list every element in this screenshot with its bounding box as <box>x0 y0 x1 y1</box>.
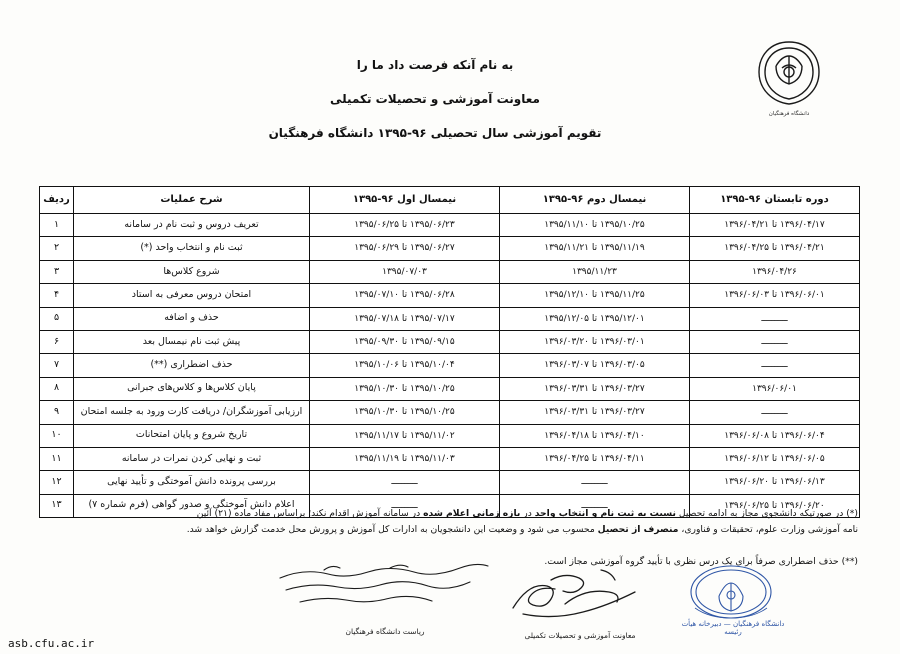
title-block <box>168 58 702 140</box>
footnote-one <box>48 506 858 538</box>
seal-icon <box>675 562 795 628</box>
cell-first-term: ۱۳۹۵/۱۰/۲۵ تا ۱۳۹۵/۱۰/۳۰ <box>310 377 500 400</box>
signature-right-caption: ریاست دانشگاه فرهنگیان <box>345 627 425 636</box>
signature-academic-vice-president <box>505 564 655 640</box>
cell-second-term: ۱۳۹۶/۰۳/۰۵ تا ۱۳۹۶/۰۳/۰۷ <box>500 354 690 377</box>
cell-second-term: ــــــــــ <box>500 471 690 494</box>
university-logo <box>746 38 832 124</box>
table-row <box>40 471 860 494</box>
cell-summer-term: ۱۳۹۶/۰۴/۲۱ تا ۱۳۹۶/۰۴/۲۵ <box>690 237 860 260</box>
seal-caption: دانشگاه فرهنگیان — دبیرخانه هیأت رئیسه <box>681 620 785 636</box>
cell-first-term: ۱۳۹۵/۱۱/۰۳ تا ۱۳۹۵/۱۱/۱۹ <box>310 447 500 470</box>
table-row <box>40 424 860 447</box>
academic-calendar-table <box>39 186 860 518</box>
page-title: تقویم آموزشی سال تحصیلی ۹۶-۱۳۹۵ دانشگاه فرهنگیان <box>268 126 602 140</box>
cell-rank: ۴ <box>40 284 74 307</box>
cell-rank: ۳ <box>40 260 74 283</box>
table-row <box>40 214 860 237</box>
cell-rank: ۵ <box>40 307 74 330</box>
table-header-row <box>40 187 860 214</box>
table-row <box>40 354 860 377</box>
footer-url: asb.cfu.ac.ir <box>8 637 95 650</box>
footnote1-line2-bold: منصرف از تحصیل <box>597 524 679 536</box>
table-row <box>40 401 860 424</box>
cell-second-term: ــــــــــ <box>500 494 690 517</box>
cell-second-term: ۱۳۹۶/۰۴/۱۱ تا ۱۳۹۶/۰۴/۲۵ <box>500 447 690 470</box>
cell-description: ثبت نام و انتخاب واحد (*) <box>74 237 310 260</box>
cell-first-term: ۱۳۹۵/۰۹/۱۵ تا ۱۳۹۵/۰۹/۳۰ <box>310 330 500 353</box>
header-description: شرح عملیات <box>74 187 310 214</box>
handwritten-note-icon <box>270 560 500 618</box>
cell-first-term: ۱۳۹۵/۱۰/۲۵ تا ۱۳۹۵/۱۰/۳۰ <box>310 401 500 424</box>
footnote1-seg2: در <box>523 508 532 519</box>
cell-description: بررسی پرونده دانش آموختگی و تأیید نهایی <box>74 471 310 494</box>
footnote1-seg1: (*) در صورتیکه دانشجوی مجاز به ادامه تحصیل <box>678 508 858 519</box>
cell-first-term: ــــــــــ <box>310 471 500 494</box>
subtitle-line: معاونت آموزشی و تحصیلات تکمیلی <box>330 92 540 106</box>
cell-second-term: ۱۳۹۶/۰۴/۱۰ تا ۱۳۹۶/۰۴/۱۸ <box>500 424 690 447</box>
cell-rank: ۱ <box>40 214 74 237</box>
cell-first-term: ۱۳۹۵/۰۶/۲۷ تا ۱۳۹۵/۰۶/۲۹ <box>310 237 500 260</box>
cell-second-term: ۱۳۹۵/۱۱/۱۹ تا ۱۳۹۵/۱۱/۲۱ <box>500 237 690 260</box>
footnote1-bold1: نسبت به ثبت نام و انتخاب واحد <box>534 508 676 519</box>
cell-summer-term: ۱۳۹۶/۰۶/۰۱ تا ۱۳۹۶/۰۶/۰۳ <box>690 284 860 307</box>
cell-description: پیش ثبت نام نیمسال بعد <box>74 330 310 353</box>
cell-description: ارزیابی آموزشگران/ دریافت کارت ورود به جلسه امتحان <box>74 401 310 424</box>
cell-summer-term: ۱۳۹۶/۰۶/۰۴ تا ۱۳۹۶/۰۶/۰۸ <box>690 424 860 447</box>
cell-first-term: ۱۳۹۵/۱۱/۰۲ تا ۱۳۹۵/۱۱/۱۷ <box>310 424 500 447</box>
cell-summer-term: ــــــــــ <box>690 307 860 330</box>
cell-description: شروع کلاس‌ها <box>74 260 310 283</box>
table-row <box>40 260 860 283</box>
cell-summer-term: ــــــــــ <box>690 354 860 377</box>
cell-description: پایان کلاس‌ها و کلاس‌های جبرانی <box>74 377 310 400</box>
cell-second-term: ۱۳۹۶/۰۳/۰۱ تا ۱۳۹۶/۰۳/۲۰ <box>500 330 690 353</box>
header-second-term: نیمسال دوم ۹۶-۱۳۹۵ <box>500 187 690 214</box>
footnote1-bold2: بازه زمانی اعلام شده <box>423 508 521 519</box>
logo-caption: دانشگاه فرهنگیان <box>768 111 810 117</box>
footnote-two: (**) حذف اضطراری صرفاً برای یک درس نظری با تأیید گروه آموزشی مجاز است. <box>544 556 858 567</box>
header-rank: ردیف <box>40 187 74 214</box>
table-row <box>40 377 860 400</box>
cell-description: تعریف دروس و ثبت نام در سامانه <box>74 214 310 237</box>
document-header <box>48 34 852 164</box>
cell-first-term: ۱۳۹۵/۰۶/۲۳ تا ۱۳۹۵/۰۶/۲۵ <box>310 214 500 237</box>
cell-first-term: ــــــــــ <box>310 494 500 517</box>
cell-description: امتحان دروس معرفی به استاد <box>74 284 310 307</box>
cell-second-term: ۱۳۹۶/۰۳/۲۷ تا ۱۳۹۶/۰۳/۳۱ <box>500 401 690 424</box>
cell-summer-term: ۱۳۹۶/۰۶/۰۵ تا ۱۳۹۶/۰۶/۱۲ <box>690 447 860 470</box>
logo-icon <box>746 38 832 110</box>
cell-rank: ۸ <box>40 377 74 400</box>
cell-rank: ۶ <box>40 330 74 353</box>
table-row <box>40 307 860 330</box>
cell-rank: ۷ <box>40 354 74 377</box>
table-row <box>40 447 860 470</box>
cell-summer-term: ۱۳۹۶/۰۴/۲۶ <box>690 260 860 283</box>
cell-summer-term: ۱۳۹۶/۰۶/۲۰ تا ۱۳۹۶/۰۶/۲۵ <box>690 494 860 517</box>
cell-second-term: ۱۳۹۵/۱۲/۰۱ تا ۱۳۹۵/۱۲/۰۵ <box>500 307 690 330</box>
cell-summer-term: ــــــــــ <box>690 401 860 424</box>
cell-rank: ۱۳ <box>40 494 74 517</box>
handwritten-signature-icon <box>505 564 655 624</box>
cell-first-term: ۱۳۹۵/۰۷/۰۳ <box>310 260 500 283</box>
header-summer-term: دوره تابستان ۹۶-۱۳۹۵ <box>690 187 860 214</box>
cell-description: حذف و اضافه <box>74 307 310 330</box>
cell-rank: ۲ <box>40 237 74 260</box>
table-row <box>40 284 860 307</box>
table-row <box>40 330 860 353</box>
cell-second-term: ۱۳۹۵/۱۱/۲۳ <box>500 260 690 283</box>
cell-summer-term: ــــــــــ <box>690 330 860 353</box>
cell-summer-term: ۱۳۹۶/۰۶/۰۱ <box>690 377 860 400</box>
bismillah-line: به نام آنکه فرصت داد ما را <box>356 58 514 72</box>
cell-rank: ۱۱ <box>40 447 74 470</box>
cell-rank: ۱۰ <box>40 424 74 447</box>
cell-first-term: ۱۳۹۵/۰۶/۲۸ تا ۱۳۹۵/۰۷/۱۰ <box>310 284 500 307</box>
cell-second-term: ۱۳۹۵/۱۱/۲۵ تا ۱۳۹۵/۱۲/۱۰ <box>500 284 690 307</box>
cell-description: حذف اضطراری (**) <box>74 354 310 377</box>
cell-rank: ۱۲ <box>40 471 74 494</box>
cell-description: تاریخ شروع و پایان امتحانات <box>74 424 310 447</box>
cell-description: اعلام دانش آموختگی و صدور گواهی (فرم شماره ۷) <box>74 494 310 517</box>
cell-description: ثبت و نهایی کردن نمرات در سامانه <box>74 447 310 470</box>
cell-rank: ۹ <box>40 401 74 424</box>
cell-first-term: ۱۳۹۵/۱۰/۰۴ تا ۱۳۹۵/۱۰/۰۶ <box>310 354 500 377</box>
header-first-term: نیمسال اول ۹۶-۱۳۹۵ <box>310 187 500 214</box>
table-row <box>40 237 860 260</box>
cell-summer-term: ۱۳۹۶/۰۶/۱۳ تا ۱۳۹۶/۰۶/۲۰ <box>690 471 860 494</box>
cell-second-term: ۱۳۹۵/۱۰/۲۵ تا ۱۳۹۵/۱۱/۱۰ <box>500 214 690 237</box>
official-seal <box>675 562 795 642</box>
signature-area <box>0 560 900 652</box>
footnote1-seg3: در سامانه آموزش اقدام نکند؛ براساس مفاد ماده (۲۱) آئین <box>196 508 421 519</box>
cell-first-term: ۱۳۹۵/۰۷/۱۷ تا ۱۳۹۵/۰۷/۱۸ <box>310 307 500 330</box>
cell-second-term: ۱۳۹۶/۰۳/۲۷ تا ۱۳۹۶/۰۳/۳۱ <box>500 377 690 400</box>
footnote1-line2-seg2: محسوب می شود و وضعیت این دانشجویان به ادارات کل آموزش و پرورش محل خدمت گزارش خواهد شد. <box>186 524 595 536</box>
signature-left-caption: معاونت آموزشی و تحصیلات تکمیلی <box>524 631 636 640</box>
cell-summer-term: ۱۳۹۶/۰۴/۱۷ تا ۱۳۹۶/۰۴/۲۱ <box>690 214 860 237</box>
signature-university-president <box>270 560 500 636</box>
footnote1-line2-seg1: نامه آموزشی وزارت علوم، تحقیقات و فناوری، <box>681 524 858 536</box>
